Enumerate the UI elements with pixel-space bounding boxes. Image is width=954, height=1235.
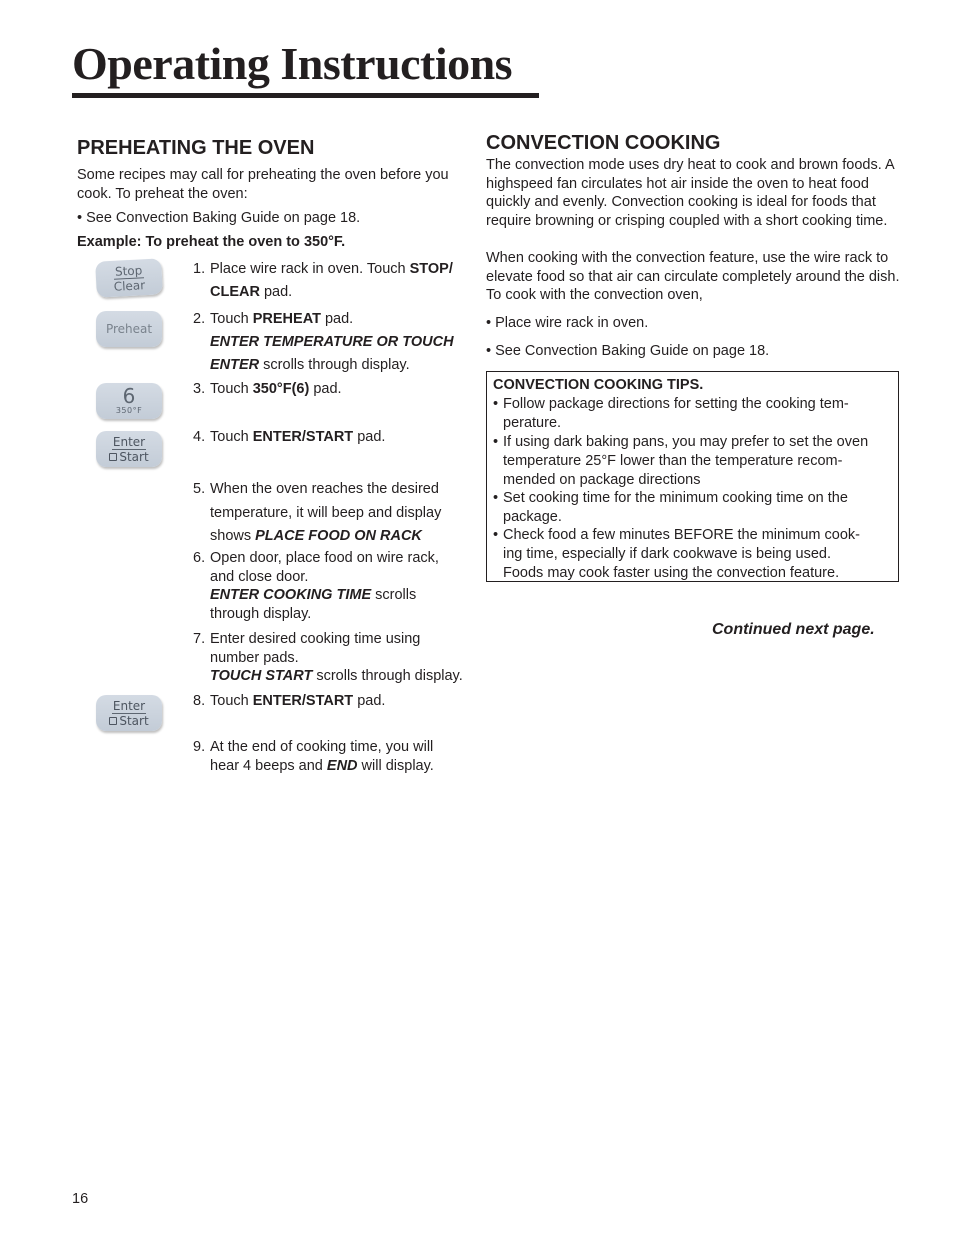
convection-para-1: The convection mode uses dry heat to cook and brown foods. A highspeed fan circulates hot air inside the oven to heat food quickly and evenly. Convection cooking is ideal for foods that require browning or crisping coupled with a short cooking time. — [486, 157, 894, 229]
enter-label-2: Enter — [112, 698, 146, 713]
tip-3: • Set cooking time for the minimum cooking time on the package. — [493, 490, 848, 525]
six-350f-pad-icon — [96, 383, 162, 419]
enter-start-pad-icon-2 — [96, 695, 162, 731]
step-6: 6. Open door, place food on wire rack, and close door. ENTER COOKING TIME scrolls through display. — [193, 550, 439, 622]
start-label: Start — [109, 450, 148, 464]
preheat-example: Example: To preheat the oven to 350°F. — [77, 234, 346, 250]
clear-label: Clear — [113, 277, 146, 294]
six-pad-digit: 6 — [122, 384, 136, 408]
page-title: Operating Instructions — [72, 38, 513, 89]
stop-clear-pad-icon — [95, 258, 163, 297]
stop-label: Stop — [114, 262, 143, 279]
page-number: 16 — [72, 1191, 89, 1207]
step-4: 4. Touch ENTER/START pad. — [193, 429, 386, 445]
convection-heading: CONVECTION COOKING — [486, 132, 721, 154]
title-underline — [72, 93, 539, 98]
tip-1: • Follow package directions for setting the cooking tem- perature. — [493, 396, 849, 431]
preheat-pad-label: Preheat — [105, 322, 153, 336]
start-label-2: Start — [109, 714, 148, 728]
continued-note: Continued next page. — [712, 621, 875, 638]
six-pad-temp: 350°F — [115, 406, 143, 415]
tip-4: • Check food a few minutes BEFORE the minimum cook- ing time, especially if dark cookwave is being used. Foods may cook faster using the convection feature. — [493, 527, 860, 581]
preheat-bullet: • See Convection Baking Guide on page 18. — [77, 210, 361, 226]
convection-para-2: When cooking with the convection feature, use the wire rack to elevate food so that air can circulate completely around the dish. To cook with the convection oven, — [486, 250, 900, 303]
step-3: 3. Touch 350°F(6) pad. — [193, 381, 342, 397]
tip-2: • If using dark baking pans, you may prefer to set the oven temperature 25°F lower than the temperature recom- mended on package directions — [493, 434, 869, 488]
convection-bullet-2: • See Convection Baking Guide on page 18. — [486, 343, 770, 359]
step-1: 1. Place wire rack in oven. Touch STOP/ CLEAR pad. — [193, 261, 453, 300]
preheat-heading: PREHEATING THE OVEN — [77, 137, 315, 159]
step-5: 5. When the oven reaches the desired temperature, it will beep and display shows PLACE FOOD ON RACK — [193, 481, 442, 544]
step-8: 8. Touch ENTER/START pad. — [193, 693, 386, 709]
preheat-pad-icon — [96, 311, 162, 347]
step-7: 7. Enter desired cooking time using number pads. TOUCH START scrolls through display. — [193, 631, 463, 684]
convection-tips-box — [486, 371, 899, 582]
lock-icon — [109, 453, 117, 461]
step-2: 2. Touch PREHEAT pad. ENTER TEMPERATURE OR TOUCH ENTER scrolls through display. — [193, 311, 454, 373]
preheat-intro: Some recipes may call for preheating the oven before you cook. To preheat the oven: — [77, 167, 449, 202]
enter-label: Enter — [112, 434, 146, 449]
convection-bullet-1: • Place wire rack in oven. — [486, 315, 649, 331]
tips-title: CONVECTION COOKING TIPS. — [493, 377, 704, 393]
enter-start-pad-icon — [96, 431, 162, 467]
step-9: 9. At the end of cooking time, you will hear 4 beeps and END will display. — [193, 739, 434, 774]
lock-icon — [109, 717, 117, 725]
